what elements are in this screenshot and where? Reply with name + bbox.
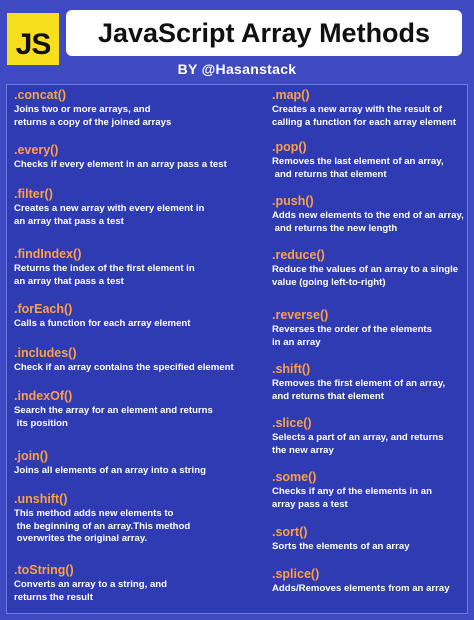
method-name: .filter() — [14, 187, 53, 201]
method-desc: Selects a part of an array, and returns the new array — [272, 432, 444, 456]
method-item — [14, 389, 213, 430]
method-item — [272, 194, 464, 235]
method-desc: Reverses the order of the elements in an array — [272, 324, 432, 348]
method-name: .slice() — [272, 416, 312, 430]
method-desc: Checks if any of the elements in an array pass a test — [272, 486, 432, 510]
method-name: .unshift() — [14, 492, 68, 506]
method-item — [14, 88, 171, 129]
method-desc: Calls a function for each array element — [14, 318, 191, 329]
method-item — [272, 362, 445, 403]
method-item — [14, 302, 190, 331]
method-desc: Search the array for an element and returns its position — [14, 405, 213, 429]
method-item — [14, 449, 206, 478]
method-name: .includes() — [14, 346, 77, 360]
method-desc: Returns the index of the first element in an array that pass a test — [14, 263, 195, 287]
method-item — [272, 88, 456, 129]
method-name: .every() — [14, 143, 59, 157]
method-name: .splice() — [272, 567, 320, 581]
method-name: .findIndex() — [14, 247, 82, 261]
page-title: JavaScript Array Methods — [97, 17, 431, 48]
byline: BY @Hasanstack — [177, 61, 297, 77]
method-desc: Joins all elements of an array into a string — [14, 465, 206, 476]
method-item — [272, 248, 458, 289]
method-desc: Creates a new array with every element in an array that pass a test — [14, 203, 205, 227]
method-desc: Joins two or more arrays, and returns a copy of the joined arrays — [14, 104, 172, 128]
method-desc: Checks if every element in an array pass a test — [14, 159, 227, 170]
method-name: .sort() — [272, 525, 308, 539]
method-name: .push() — [272, 194, 314, 208]
header — [0, 0, 474, 84]
method-name: .concat() — [14, 88, 67, 102]
method-desc: Sorts the elements of an array — [272, 541, 410, 552]
method-item — [272, 308, 432, 349]
method-desc: This method adds new elements to the beginning of an array.This method overwrites the original array. — [14, 508, 191, 544]
method-desc: Check if an array contains the specified element — [14, 362, 234, 373]
method-name: .indexOf() — [14, 389, 73, 403]
method-item — [272, 416, 444, 457]
method-name: .shift() — [272, 362, 311, 376]
method-desc: Reduce the values of an array to a single value (going left-to-right) — [272, 264, 459, 288]
method-name: .reduce() — [272, 248, 325, 262]
method-desc: Adds/Removes elements from an array — [272, 583, 450, 594]
title-bar — [66, 10, 462, 56]
method-name: .pop() — [272, 140, 307, 154]
method-item — [272, 140, 444, 181]
method-desc: Creates a new array with the result of calling a function for each array element — [272, 104, 456, 128]
method-desc: Adds new elements to the end of an array, and returns the new length — [272, 210, 464, 234]
method-item — [272, 567, 450, 596]
method-item — [14, 187, 204, 228]
method-item — [272, 470, 432, 511]
js-logo: JS — [7, 13, 59, 65]
method-name: .map() — [272, 88, 310, 102]
method-item — [14, 492, 190, 546]
method-desc: Removes the first element of an array, and returns that element — [272, 378, 446, 402]
method-desc: Removes the last element of an array, and returns that element — [272, 156, 444, 180]
method-name: .reverse() — [272, 308, 329, 322]
method-name: .toString() — [14, 563, 74, 577]
method-desc: Converts an array to a string, and returns the result — [14, 579, 168, 603]
method-name: .join() — [14, 449, 49, 463]
method-name: .forEach() — [14, 302, 73, 316]
method-item — [14, 563, 167, 604]
method-item — [14, 346, 234, 375]
method-item — [14, 143, 227, 172]
method-name: .some() — [272, 470, 317, 484]
method-item — [272, 525, 410, 554]
method-item — [14, 247, 195, 288]
